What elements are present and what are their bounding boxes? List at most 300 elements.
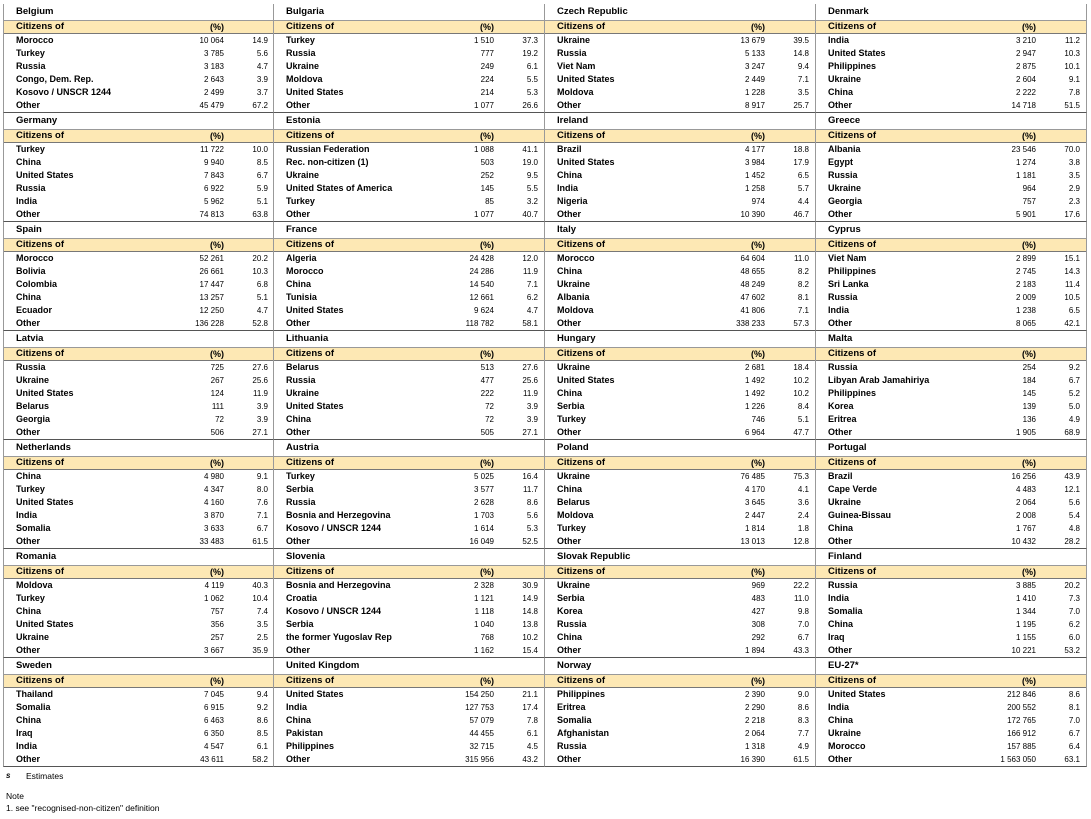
count-cell: 3 183 xyxy=(203,62,224,71)
table-row xyxy=(816,470,1086,483)
pct-header: (%) xyxy=(210,567,224,577)
count-cell: 768 xyxy=(480,633,494,642)
citizenship-cell: Eritrea xyxy=(557,702,586,712)
table-row xyxy=(274,252,544,265)
table-row xyxy=(4,34,273,47)
citizenship-cell: Ukraine xyxy=(557,35,591,45)
table-row xyxy=(545,182,815,195)
citizenship-cell: Russia xyxy=(828,362,858,372)
count-cell: 2 449 xyxy=(744,75,765,84)
percent-cell: 3.9 xyxy=(256,402,268,411)
citizenship-cell: Other xyxy=(286,536,311,546)
table-row xyxy=(4,688,273,701)
pct-header: (%) xyxy=(751,567,765,577)
table-row xyxy=(545,496,815,509)
count-cell: 41 806 xyxy=(740,306,765,315)
table-row xyxy=(4,714,273,727)
citizenship-cell: Russia xyxy=(828,170,858,180)
count-cell: 1 077 xyxy=(473,210,494,219)
count-cell: 1 894 xyxy=(744,646,765,655)
citizenship-cell: Russian Federation xyxy=(286,144,370,154)
citizenship-cell: Other xyxy=(557,536,582,546)
citizens-of-header: Citizens of xyxy=(557,239,606,250)
count-cell: 3 785 xyxy=(203,49,224,58)
citizenship-cell: Bosnia and Herzegovina xyxy=(286,510,391,520)
table-row xyxy=(274,426,544,439)
citizens-of-header: Citizens of xyxy=(16,457,65,468)
table-row xyxy=(274,618,544,631)
table-row xyxy=(816,143,1086,156)
pct-header: (%) xyxy=(1022,131,1036,141)
pct-header: (%) xyxy=(480,240,494,250)
country-name: Romania xyxy=(4,549,273,566)
citizenship-cell: Ukraine xyxy=(16,632,50,642)
percent-cell: 52.5 xyxy=(522,537,538,546)
percent-cell: 26.6 xyxy=(522,101,538,110)
percent-cell: 6.2 xyxy=(526,293,538,302)
pct-header: (%) xyxy=(480,676,494,686)
percent-cell: 3.9 xyxy=(526,402,538,411)
table-row xyxy=(816,644,1086,657)
table-row xyxy=(816,631,1086,644)
count-cell: 3 577 xyxy=(473,485,494,494)
table-row xyxy=(545,86,815,99)
citizenship-cell: Croatia xyxy=(286,593,318,603)
citizenship-cell: Libyan Arab Jamahiriya xyxy=(828,375,930,385)
percent-cell: 67.2 xyxy=(252,101,268,110)
count-cell: 200 552 xyxy=(1007,703,1036,712)
citizenship-cell: China xyxy=(286,279,312,289)
percent-cell: 5.3 xyxy=(526,88,538,97)
table-row xyxy=(274,182,544,195)
country-name: Greece xyxy=(816,113,1086,130)
table-row xyxy=(274,47,544,60)
citizenship-cell: Other xyxy=(557,100,582,110)
count-cell: 4 547 xyxy=(203,742,224,751)
percent-cell: 17.9 xyxy=(793,158,809,167)
citizens-of-header: Citizens of xyxy=(828,239,877,250)
percent-cell: 1.8 xyxy=(797,524,809,533)
empty-header-cell xyxy=(767,348,809,360)
count-cell: 1 062 xyxy=(203,594,224,603)
count-cell: 214 xyxy=(480,88,494,97)
percent-cell: 12.0 xyxy=(522,254,538,263)
table-row xyxy=(816,304,1086,317)
empty-header-cell xyxy=(226,566,268,578)
table-row xyxy=(274,143,544,156)
count-cell: 4 160 xyxy=(203,498,224,507)
table-row xyxy=(274,605,544,618)
table-row xyxy=(4,618,273,631)
citizenship-cell: Other xyxy=(828,100,853,110)
percent-cell: 9.4 xyxy=(797,62,809,71)
country-name: Austria xyxy=(274,440,544,457)
count-cell: 4 347 xyxy=(203,485,224,494)
citizenship-cell: Ukraine xyxy=(828,497,862,507)
citizens-of-header: Citizens of xyxy=(828,348,877,359)
percent-cell: 7.0 xyxy=(1068,607,1080,616)
citizenship-cell: United States xyxy=(16,170,74,180)
percent-cell: 2.3 xyxy=(1068,197,1080,206)
percent-cell: 27.6 xyxy=(522,363,538,372)
table-row xyxy=(4,195,273,208)
citizenship-cell: Bosnia and Herzegovina xyxy=(286,580,391,590)
table-row xyxy=(816,182,1086,195)
citizenship-cell: Turkey xyxy=(557,523,586,533)
count-cell: 157 885 xyxy=(1007,742,1036,751)
table-row xyxy=(816,317,1086,330)
table-row xyxy=(545,618,815,631)
empty-header-cell xyxy=(226,348,268,360)
citizens-of-header: Citizens of xyxy=(828,457,877,468)
percent-cell: 6.5 xyxy=(1068,306,1080,315)
column-header-row xyxy=(4,21,273,34)
count-cell: 48 249 xyxy=(740,280,765,289)
table-row xyxy=(4,86,273,99)
count-cell: 32 715 xyxy=(469,742,494,751)
country-block xyxy=(816,113,1087,222)
table-row xyxy=(816,413,1086,426)
percent-cell: 5.1 xyxy=(256,293,268,302)
citizenship-cell: China xyxy=(828,523,854,533)
percent-cell: 9.5 xyxy=(526,171,538,180)
citizenship-cell: India xyxy=(828,593,850,603)
percent-cell: 11.9 xyxy=(253,389,268,398)
percent-cell: 41.1 xyxy=(522,145,538,154)
citizenship-cell: Other xyxy=(557,318,582,328)
count-cell: 974 xyxy=(751,197,765,206)
count-cell: 254 xyxy=(1022,363,1036,372)
table-row xyxy=(545,688,815,701)
table-row xyxy=(545,291,815,304)
citizenship-cell: Somalia xyxy=(16,523,51,533)
table-row xyxy=(4,278,273,291)
country-block xyxy=(274,113,545,222)
count-cell: 506 xyxy=(210,428,224,437)
count-cell: 154 250 xyxy=(465,690,494,699)
table-row xyxy=(545,208,815,221)
count-cell: 7 843 xyxy=(203,171,224,180)
count-cell: 118 782 xyxy=(465,319,494,328)
citizenship-cell: Moldova xyxy=(286,74,323,84)
percent-cell: 58.2 xyxy=(252,755,268,764)
count-cell: 5 901 xyxy=(1015,210,1036,219)
empty-header-cell xyxy=(767,457,809,469)
table-row xyxy=(816,579,1086,592)
count-cell: 249 xyxy=(480,62,494,71)
percent-cell: 6.1 xyxy=(526,62,538,71)
country-block xyxy=(545,549,816,658)
citizenship-cell: Georgia xyxy=(828,196,863,206)
column-header-row xyxy=(816,239,1086,252)
column-header-row xyxy=(545,130,815,143)
percent-cell: 4.9 xyxy=(797,742,809,751)
citizens-of-header: Citizens of xyxy=(16,130,65,141)
percent-cell: 7.0 xyxy=(1068,716,1080,725)
percent-cell: 27.1 xyxy=(252,428,268,437)
pct-header: (%) xyxy=(751,676,765,686)
count-cell: 23 546 xyxy=(1011,145,1036,154)
citizenship-cell: Bolivia xyxy=(16,266,46,276)
column-header-row xyxy=(4,675,273,688)
pct-header: (%) xyxy=(1022,240,1036,250)
table-row xyxy=(4,740,273,753)
country-name: Denmark xyxy=(816,4,1086,21)
table-row xyxy=(545,143,815,156)
citizenship-cell: Morocco xyxy=(557,253,595,263)
table-row xyxy=(816,374,1086,387)
country-name: Germany xyxy=(4,113,273,130)
count-cell: 1 195 xyxy=(1015,620,1036,629)
table-row xyxy=(545,317,815,330)
table-row xyxy=(816,522,1086,535)
citizenship-cell: Iraq xyxy=(828,632,845,642)
citizenship-cell: Russia xyxy=(557,48,587,58)
table-row xyxy=(545,99,815,112)
table-row xyxy=(816,605,1086,618)
table-row xyxy=(274,195,544,208)
percent-cell: 18.8 xyxy=(793,145,809,154)
column-header-row xyxy=(274,457,544,470)
count-cell: 2 290 xyxy=(744,703,765,712)
country-name: Hungary xyxy=(545,331,815,348)
count-cell: 1 492 xyxy=(744,389,765,398)
table-row xyxy=(545,426,815,439)
column-header-row xyxy=(4,457,273,470)
count-cell: 11 722 xyxy=(200,145,224,154)
citizens-of-header: Citizens of xyxy=(828,21,877,32)
count-cell: 1 258 xyxy=(744,184,765,193)
citizenship-cell: United States xyxy=(557,74,615,84)
table-row xyxy=(816,156,1086,169)
pct-header: (%) xyxy=(480,131,494,141)
count-cell: 2 681 xyxy=(744,363,765,372)
table-row xyxy=(274,317,544,330)
citizenship-cell: India xyxy=(16,196,38,206)
pct-header: (%) xyxy=(1022,349,1036,359)
table-row xyxy=(4,182,273,195)
count-cell: 111 xyxy=(211,402,224,411)
count-cell: 1 614 xyxy=(473,524,494,533)
country-name: Netherlands xyxy=(4,440,273,457)
citizenship-cell: Belarus xyxy=(16,401,50,411)
citizenship-cell: Other xyxy=(828,754,853,764)
count-cell: 52 261 xyxy=(199,254,224,263)
citizenship-cell: Ukraine xyxy=(286,170,320,180)
pct-header: (%) xyxy=(210,349,224,359)
percent-cell: 10.4 xyxy=(252,594,268,603)
percent-cell: 4.7 xyxy=(256,62,268,71)
country-name: Bulgaria xyxy=(274,4,544,21)
citizenship-cell: India xyxy=(286,702,308,712)
percent-cell: 40.7 xyxy=(522,210,538,219)
percent-cell: 4.7 xyxy=(526,306,538,315)
citizenship-cell: Other xyxy=(557,209,582,219)
percent-cell: 8.1 xyxy=(797,293,809,302)
country-name: United Kingdom xyxy=(274,658,544,675)
table-row xyxy=(274,701,544,714)
pct-header: (%) xyxy=(1022,567,1036,577)
percent-cell: 6.7 xyxy=(256,171,268,180)
notes-section xyxy=(0,770,159,814)
count-cell: 4 483 xyxy=(1015,485,1036,494)
percent-cell: 39.5 xyxy=(793,36,809,45)
percent-cell: 8.2 xyxy=(797,267,809,276)
count-cell: 2 222 xyxy=(1015,88,1036,97)
citizenship-cell: Ukraine xyxy=(557,471,591,481)
count-cell: 3 885 xyxy=(1015,581,1036,590)
citizens-of-header: Citizens of xyxy=(286,21,335,32)
empty-header-cell xyxy=(767,130,809,142)
column-header-row xyxy=(816,130,1086,143)
pct-header: (%) xyxy=(751,349,765,359)
column-header-row xyxy=(274,239,544,252)
table-row xyxy=(545,714,815,727)
count-cell: 1 410 xyxy=(1015,594,1036,603)
count-cell: 2 183 xyxy=(1015,280,1036,289)
percent-cell: 18.4 xyxy=(793,363,809,372)
pct-header: (%) xyxy=(480,567,494,577)
citizenship-cell: the former Yugoslav Rep xyxy=(286,632,392,642)
citizenship-cell: Other xyxy=(286,100,311,110)
percent-cell: 7.1 xyxy=(797,306,809,315)
column-header-row xyxy=(545,675,815,688)
country-name: Portugal xyxy=(816,440,1086,457)
count-cell: 3 667 xyxy=(203,646,224,655)
citizenship-cell: China xyxy=(16,157,42,167)
citizenship-cell: Turkey xyxy=(286,471,315,481)
citizenship-cell: Other xyxy=(286,318,311,328)
count-cell: 74 813 xyxy=(199,210,224,219)
table-row xyxy=(4,727,273,740)
country-block xyxy=(545,331,816,440)
citizenship-cell: Other xyxy=(286,427,311,437)
table-row xyxy=(4,644,273,657)
count-cell: 2 499 xyxy=(203,88,224,97)
table-row xyxy=(4,374,273,387)
citizens-of-header: Citizens of xyxy=(828,566,877,577)
percent-cell: 11.9 xyxy=(523,267,538,276)
percent-cell: 9.1 xyxy=(1068,75,1080,84)
citizenship-cell: Korea xyxy=(557,606,583,616)
table-row xyxy=(816,361,1086,374)
country-block xyxy=(3,331,274,440)
count-cell: 6 463 xyxy=(203,716,224,725)
table-row xyxy=(274,374,544,387)
naturalisations-table xyxy=(3,4,1087,767)
table-row xyxy=(816,34,1086,47)
count-cell: 139 xyxy=(1022,402,1036,411)
count-cell: 777 xyxy=(480,49,494,58)
citizenship-cell: Russia xyxy=(828,292,858,302)
percent-cell: 20.2 xyxy=(1064,581,1080,590)
pct-header: (%) xyxy=(210,131,224,141)
percent-cell: 10.1 xyxy=(1064,62,1080,71)
table-row xyxy=(816,169,1086,182)
citizenship-cell: Other xyxy=(557,427,582,437)
table-row xyxy=(4,753,273,766)
table-row xyxy=(4,156,273,169)
percent-cell: 25.6 xyxy=(522,376,538,385)
citizenship-cell: Somalia xyxy=(557,715,592,725)
country-block xyxy=(3,440,274,549)
count-cell: 33 483 xyxy=(199,537,224,546)
count-cell: 47 602 xyxy=(740,293,765,302)
table-row xyxy=(816,496,1086,509)
country-name: EU-27* xyxy=(816,658,1086,675)
count-cell: 483 xyxy=(751,594,765,603)
table-row xyxy=(545,483,815,496)
count-cell: 1 226 xyxy=(744,402,765,411)
country-name: Sweden xyxy=(4,658,273,675)
table-row xyxy=(816,278,1086,291)
citizenship-cell: Congo, Dem. Rep. xyxy=(16,74,94,84)
citizens-of-header: Citizens of xyxy=(286,457,335,468)
count-cell: 124 xyxy=(210,389,224,398)
percent-cell: 19.0 xyxy=(522,158,538,167)
citizens-of-header: Citizens of xyxy=(286,348,335,359)
table-row xyxy=(816,387,1086,400)
table-row xyxy=(816,291,1086,304)
citizenship-cell: Other xyxy=(557,754,582,764)
percent-cell: 47.7 xyxy=(793,428,809,437)
percent-cell: 5.3 xyxy=(526,524,538,533)
percent-cell: 9.2 xyxy=(1068,363,1080,372)
citizenship-cell: Morocco xyxy=(828,741,866,751)
count-cell: 505 xyxy=(480,428,494,437)
table-row xyxy=(4,169,273,182)
note-title: Note xyxy=(6,791,24,801)
percent-cell: 4.9 xyxy=(1068,415,1080,424)
country-block xyxy=(816,4,1087,113)
table-row xyxy=(4,208,273,221)
citizenship-cell: Kosovo / UNSCR 1244 xyxy=(286,523,382,533)
percent-cell: 5.6 xyxy=(256,49,268,58)
table-row xyxy=(545,304,815,317)
citizenship-cell: United States xyxy=(828,689,886,699)
pct-header: (%) xyxy=(1022,458,1036,468)
citizenship-cell: Ukraine xyxy=(286,61,320,71)
citizenship-cell: Moldova xyxy=(16,580,53,590)
count-cell: 64 604 xyxy=(740,254,765,263)
count-cell: 10 221 xyxy=(1011,646,1036,655)
percent-cell: 8.5 xyxy=(256,158,268,167)
table-row xyxy=(274,34,544,47)
country-block xyxy=(274,440,545,549)
count-cell: 44 455 xyxy=(469,729,494,738)
count-cell: 13 257 xyxy=(199,293,224,302)
percent-cell: 6.7 xyxy=(256,524,268,533)
table-row xyxy=(816,483,1086,496)
percent-cell: 6.4 xyxy=(1068,742,1080,751)
table-row xyxy=(274,631,544,644)
count-cell: 5 133 xyxy=(744,49,765,58)
citizenship-cell: Other xyxy=(16,100,41,110)
empty-header-cell xyxy=(767,675,809,687)
citizenship-cell: Ukraine xyxy=(557,362,591,372)
count-cell: 503 xyxy=(480,158,494,167)
count-cell: 757 xyxy=(1022,197,1036,206)
table-row xyxy=(4,496,273,509)
count-cell: 224 xyxy=(480,75,494,84)
citizenship-cell: India xyxy=(557,183,579,193)
citizenship-cell: Russia xyxy=(16,183,46,193)
percent-cell: 2.5 xyxy=(256,633,268,642)
percent-cell: 4.7 xyxy=(256,306,268,315)
table-row xyxy=(274,304,544,317)
citizenship-cell: Russia xyxy=(16,362,46,372)
column-header-row xyxy=(816,457,1086,470)
